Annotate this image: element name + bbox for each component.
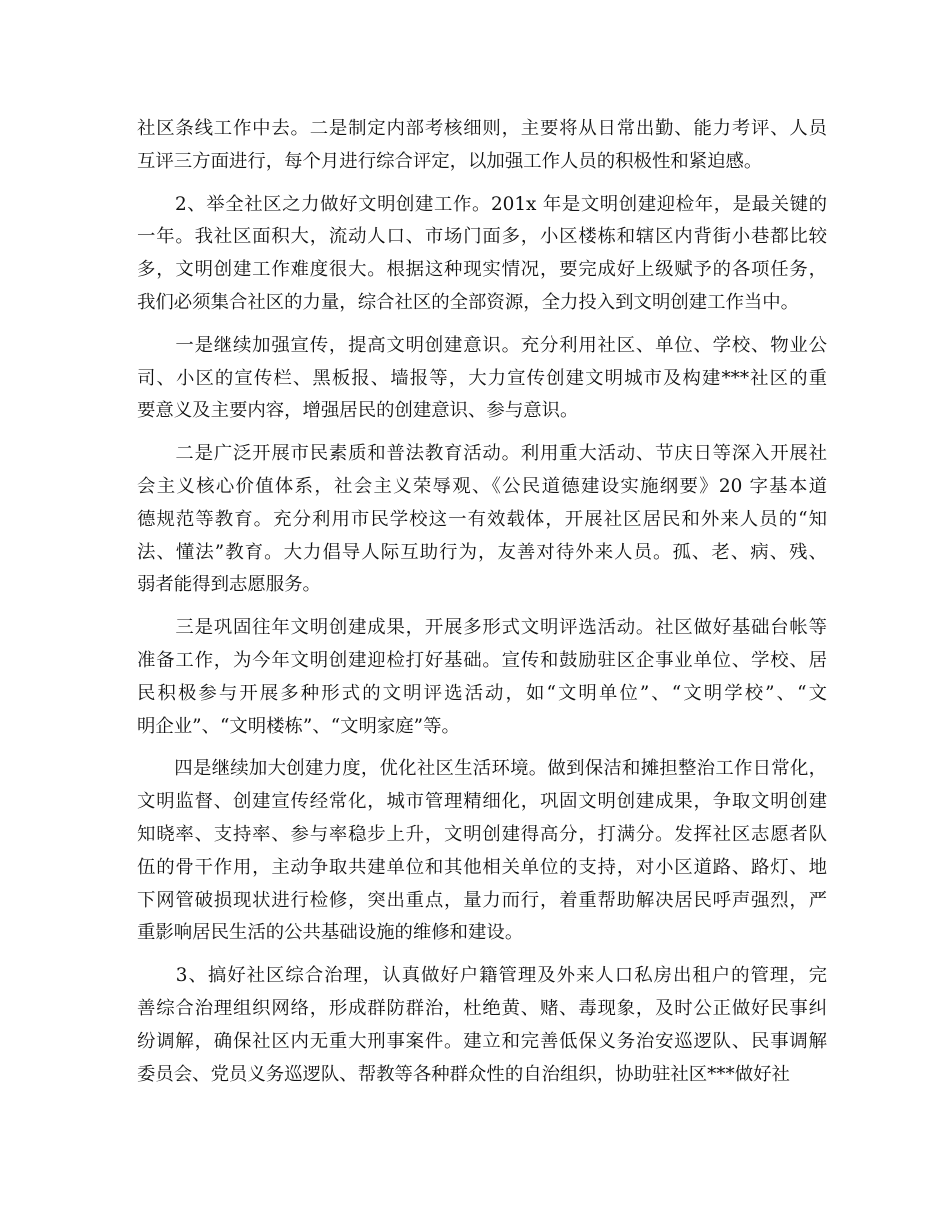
text-line: 委员会、党员义务巡逻队、帮教等各种群众性的自治组织，协助驻社区***做好社: [137, 1063, 790, 1085]
paragraph-gap: [137, 602, 827, 612]
text-line: 文明监督、创建宣传经常化，城市管理精细化，巩固文明创建成果，争取文明创建: [137, 791, 827, 813]
text-line: 我们必须集合社区的力量，综合社区的全部资源，全力投入到文明创建工作当中。: [137, 291, 800, 313]
text-line: 三是巩固往年文明创建成果，开展多形式文明评选活动。社区做好基础台帐等: [137, 617, 827, 639]
text-line: 互评三方面进行，每个月进行综合评定，以加强工作人员的积极性和紧迫感。: [137, 150, 763, 172]
paragraph-p1: [137, 113, 827, 179]
text-line: 四是继续加大创建力度，优化社区生活环境。做到保洁和摊担整治工作日常化，: [137, 758, 827, 780]
text-line: 纷调解，确保社区内无重大刑事案件。建立和完善低保义务治安巡逻队、民事调解: [137, 1030, 827, 1052]
text-line: 二是广泛开展市民素质和普法教育活动。利用重大活动、节庆日等深入开展社: [137, 443, 827, 465]
text-line: 会主义核心价值体系，社会主义荣辱观、《公民道德建设实施纲要》20 字基本道: [137, 475, 827, 497]
paragraph-gap: [137, 950, 827, 960]
paragraph-p6: [137, 753, 827, 950]
text-line: 知晓率、支持率、参与率稳步上升，文明创建得高分，打满分。发挥社区志愿者队: [137, 823, 827, 845]
text-line: 多，文明创建工作难度很大。根据这种现实情况，要完成好上级赋予的各项任务，: [137, 259, 827, 281]
text-line: 下网管破损现状进行检修，突出重点，量力而行，着重帮助解决居民呼声强烈，严: [137, 889, 827, 911]
text-line: 法、懂法”教育。大力倡导人际互助行为，友善对待外来人员。孤、老、病、残、: [137, 541, 827, 563]
text-line: 重影响居民生活的公共基础设施的维修和建设。: [137, 922, 524, 944]
paragraph-p3: [137, 330, 827, 428]
text-line: 善综合治理组织网络，形成群防群治，杜绝黄、赌、毒现象，及时公正做好民事纠: [137, 997, 827, 1019]
text-line: 一是继续加强宣传，提高文明创建意识。充分利用社区、单位、学校、物业公: [137, 334, 827, 356]
paragraph-gap: [137, 179, 827, 189]
paragraph-p2: [137, 189, 827, 320]
text-line: 民积极参与开展多种形式的文明评选活动，如“文明单位”、“文明学校”、“文: [137, 682, 827, 704]
paragraph-p4: [137, 438, 827, 602]
text-line: 明企业”、“文明楼栋”、“文明家庭”等。: [137, 715, 460, 737]
paragraph-p7: [137, 960, 827, 1091]
paragraph-gap: [137, 428, 827, 438]
document-body: [137, 113, 827, 1091]
paragraph-gap: [137, 320, 827, 330]
text-line: 3、搞好社区综合治理，认真做好户籍管理及外来人口私房出租户的管理，完: [137, 965, 827, 987]
text-line: 司、小区的宣传栏、黑板报、墙报等，大力宣传创建文明城市及构建***社区的重: [137, 367, 827, 389]
paragraph-gap: [137, 743, 827, 753]
text-line: 一年。我社区面积大，流动人口、市场门面多，小区楼栋和辖区内背街小巷都比较: [137, 226, 827, 248]
text-line: 弱者能得到志愿服务。: [137, 574, 321, 596]
text-line: 社区条线工作中去。二是制定内部考核细则，主要将从日常出勤、能力考评、人员: [137, 118, 827, 139]
text-line: 要意义及主要内容，增强居民的创建意识、参与意识。: [137, 400, 579, 422]
text-line: 德规范等教育。充分利用市民学校这一有效载体，开展社区居民和外来人员的“知: [137, 508, 827, 530]
text-line: 2、举全社区之力做好文明创建工作。201x 年是文明创建迎检年，是最关键的: [137, 193, 827, 215]
paragraph-p5: [137, 612, 827, 743]
text-line: 伍的骨干作用，主动争取共建单位和其他相关单位的支持，对小区道路、路灯、地: [137, 856, 827, 878]
text-line: 准备工作，为今年文明创建迎检打好基础。宣传和鼓励驻区企事业单位、学校、居: [137, 649, 827, 671]
